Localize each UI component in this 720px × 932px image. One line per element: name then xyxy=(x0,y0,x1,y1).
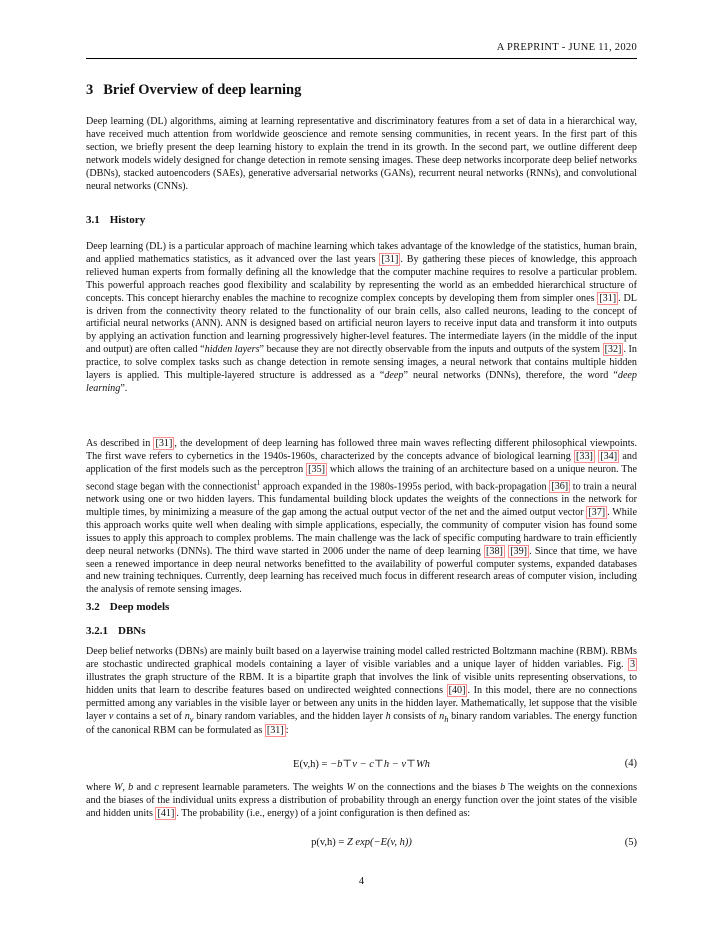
running-head: A PREPRINT - JUNE 11, 2020 xyxy=(496,42,637,53)
citation-link[interactable]: [31] xyxy=(381,253,399,265)
citation-link[interactable]: [41] xyxy=(157,807,175,819)
section-3-2-heading: 3.2 Deep models xyxy=(86,601,170,613)
figure-link[interactable]: 3 xyxy=(629,658,635,670)
citation-link[interactable]: [40] xyxy=(448,684,466,696)
equation-number: (4) xyxy=(624,758,637,769)
citation-link[interactable]: [38] xyxy=(486,545,503,557)
dbn-paragraph-2: where W, b and c represent learnable parameters. The weights W on the connections and the biases b The weights on the connexions and the biases of the individual units express a distribution of probability through an energy function over the joint states of the visible and hidden units [41] . The probability (i.e., energy) of a joint configuration is then defined as: xyxy=(86,782,638,819)
section-3-heading xyxy=(86,82,301,99)
citation-link[interactable]: [37] xyxy=(588,506,606,518)
history-paragraph-1: Deep learning (DL) is a particular approach of machine learning which takes advantage of the knowledge of the statistics, human brain, and applied mathematics statistics, as it advanced over the last years [31] . By gathering these pieces of knowledge, this approach relieved human experts from formally defining all the knowledge that the computer machine requires to resolve a particular problem. This powerful approach reaches good flexibility and scalability by representing the world as an embedded hierarchical structure of concepts. This concept hierarchy enables the machine to recognize complex concepts by developing them from simpler ones [31] . DL is driven from the connectivity theory related to the functionality of our brain cells, also called neurons, leading to the concept of artificial neural networks (ANN). ANN is designed based on artificial neuron layers to receive input data and transform it into outputs by applying an activation function and learning progressively higher-level features. The intermediate layers (in the middle of the input and output) are often called “hidden layers” because they are not directly observable from the inputs and outputs of the system [32] . In practice, to solve complex tasks such as change detection in remote sensing images, a neural network that contains multiple hidden layers is applied. This multiple-layered structure is addressed as a “deep” neural networks (DNNs), therefore, the word “deep learning”. xyxy=(86,241,637,394)
page-number: 4 xyxy=(358,876,365,887)
citation-link[interactable]: [39] xyxy=(510,545,528,557)
footnote-mark[interactable]: 1 xyxy=(256,478,261,487)
section-3-intro: Deep learning (DL) algorithms, aiming at learning representative and discriminatory features from a set of data in a hierarchical way, have received much attention from worldwide geoscience and remote sensing communities, in recent years. In the first part of this section, we briefly present the deep learning history to explain the trend in its growth. In the second part, we outline different deep network models widely designed for change detection in remote sensing images. These deep networks incorporate deep belief networks (DBNs), stacked autoencoders (SAEs), generative adversarial networks (GANs), recurrent neural networks (RNNs), and convolutional neural networks (CNNs). xyxy=(86,116,637,192)
dbn-paragraph-1: Deep belief networks (DBNs) are mainly built based on a layerwise training model called restricted Boltzmann machine (RBM). RBMs are stochastic undirected graphical models containing a layer of visible variables and a unique layer of hidden variables. Fig. 3 illustrates the graph structure of the RBM. It is a bipartite graph that involves the link of visible units representing observations, to hidden units that learn to describe features based on undirected weighted connections [40] . In this model, there are no connections permitted among any variables in the visible layer or between any units in the hidden layer. Mathematically, let suppose that the visible layer v contains a set of $n_v$ binary random variables, and the hidden layer h consists of $n_h$ binary random variables. The energy function of the canonical RBM can be formulated as [31] : xyxy=(86,646,638,737)
equation-number: (5) xyxy=(624,837,637,848)
history-paragraph-2: As described in [31] , the development of deep learning has followed three main waves reflecting different philosophical viewpoints. The first wave refers to cybernetics in the 1940s-1960s, characterized by the concepts advance of biological learning [33] [34] and application of the first models such as the perceptron [35] which allows the training of an architecture based on a unique neuron. The second stage began with the connectionist$^1$ approach expanded in the 1980s-1995s period, with back-propagation [36] to train a neural network using one or two hidden layers. This fundamental building block updates the weights of the connections in the network for multiple times, by minimizing a measure of the gap among the actual output vector of the net and the aimed output vector [37] . While this approach works quite well when dealing with simple applications, especially, the community of computer vision has found some issues to apply this approach to complex problems. The main challenge was the lack of specific computing hardware to train efficiently deep neural networks (DNNs). The third wave started in 2006 under the name of deep learning [38] [39] . Since that time, we have seen a renewed importance in deep neural networks benefitted to the availability of powerful computer systems, expanded databases and new training techniques. Currently, deep learning has received much focus in different research areas of computer vision, including the analysis of remote sensing images. xyxy=(86,438,638,596)
citation-link[interactable]: [32] xyxy=(604,344,622,356)
section-3-2-1-heading: 3.2.1 DBNs xyxy=(86,625,146,637)
citation-link[interactable]: [33] xyxy=(576,450,593,462)
section-title: Brief Overview of deep learning xyxy=(103,82,302,98)
citation-link[interactable]: [35] xyxy=(308,463,326,475)
section-3-1-heading: 3.1 History xyxy=(86,214,146,226)
header-rule xyxy=(86,58,637,59)
citation-link[interactable]: [31] xyxy=(155,438,173,449)
citation-link[interactable]: [31] xyxy=(266,725,284,737)
citation-link[interactable]: [36] xyxy=(551,481,569,493)
section-number: 3 xyxy=(86,82,94,98)
citation-link[interactable]: [34] xyxy=(600,450,618,462)
citation-link[interactable]: [31] xyxy=(599,292,617,304)
